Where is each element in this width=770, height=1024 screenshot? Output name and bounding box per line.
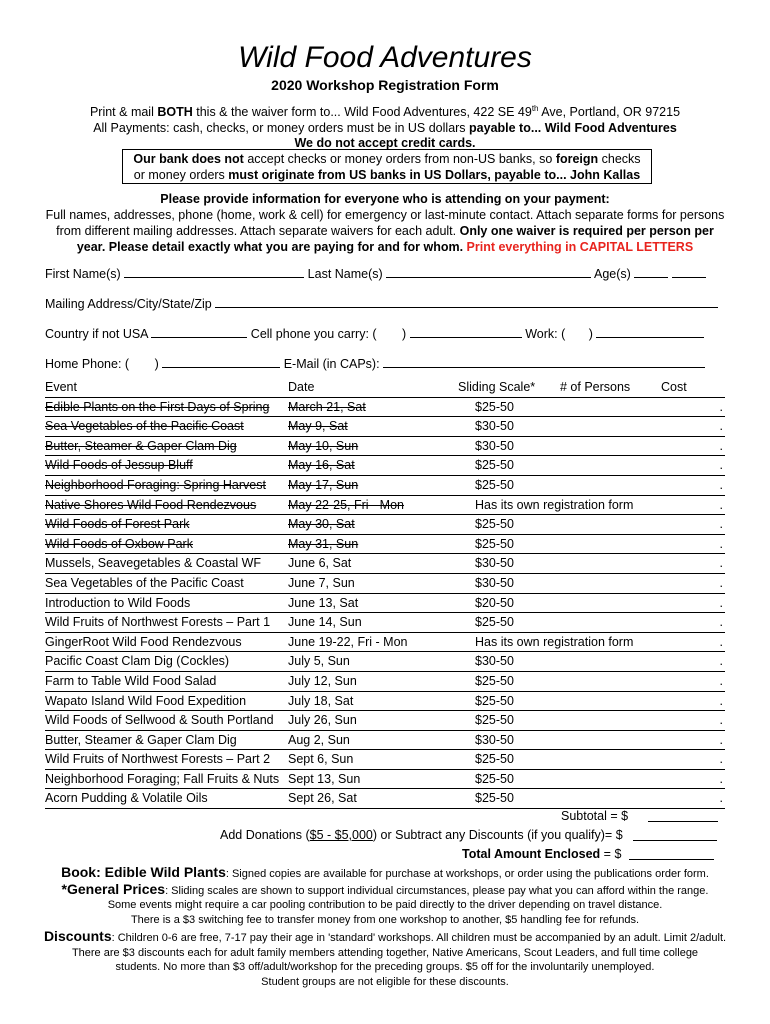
subtotal-field[interactable]: [648, 810, 718, 822]
ages-label: Age(s): [593, 267, 631, 281]
attendee-instructions: [0, 191, 770, 255]
event-price: $30-50: [475, 438, 514, 453]
event-date: May 22-25, Fri - Mon: [288, 497, 405, 512]
intro-bold: payable to... Wild Food Adventures: [469, 120, 677, 135]
instr-heading: Please provide information for everyone who is attending on your payment:: [160, 192, 610, 206]
row-end-dot: .: [719, 752, 723, 767]
prices-heading: *General Prices: [61, 880, 166, 897]
event-date: June 13, Sat: [288, 595, 359, 610]
table-row[interactable]: [45, 672, 725, 692]
total-eq: = $: [600, 847, 622, 861]
row-end-dot: .: [719, 575, 723, 590]
event-date: July 12, Sun: [288, 673, 357, 688]
event-price: $25-50: [475, 517, 514, 532]
country-field[interactable]: [151, 326, 247, 338]
age-field-1[interactable]: [634, 266, 668, 278]
row-end-dot: .: [719, 693, 723, 708]
event-name: Mussels, Seavegetables & Coastal WF: [45, 556, 262, 571]
row-end-dot: .: [719, 615, 723, 630]
event-price: $20-50: [475, 595, 514, 610]
form-title: Wild Food Adventures: [238, 41, 532, 74]
event-date: Sept 13, Sun: [288, 771, 361, 786]
cell-phone-field[interactable]: [410, 326, 522, 338]
event-name: GingerRoot Wild Food Rendezvous: [45, 634, 242, 649]
address-row: [45, 296, 725, 312]
event-date: May 30, Sat: [288, 517, 355, 532]
donations-field[interactable]: [633, 829, 717, 841]
country-phone-row: [45, 326, 725, 342]
table-row[interactable]: [45, 515, 725, 535]
row-end-dot: .: [719, 477, 723, 492]
event-date: Sept 6, Sun: [288, 752, 354, 767]
event-name: Native Shores Wild Food Rendezvous: [45, 497, 257, 512]
form-subtitle: 2020 Workshop Registration Form: [271, 77, 499, 93]
first-name-field[interactable]: [124, 266, 304, 278]
event-price: $25-50: [475, 458, 514, 473]
event-price: $25-50: [475, 673, 514, 688]
table-row[interactable]: [45, 476, 725, 496]
event-price: $25-50: [475, 771, 514, 786]
table-row[interactable]: [45, 731, 725, 751]
table-row[interactable]: [45, 417, 725, 437]
row-end-dot: .: [719, 419, 723, 434]
intro-text: All Payments: cash, checks, or money orders must be in US dollars: [93, 120, 470, 135]
event-price: $30-50: [475, 732, 514, 747]
discounts-note-2: There are $3 discounts each for adult family members attending together, Native Americans, Scout Leaders, and full time college: [71, 946, 699, 959]
table-row[interactable]: [45, 789, 725, 809]
event-date: June 14, Sun: [288, 615, 362, 630]
row-end-dot: .: [719, 732, 723, 747]
bank-bold: must originate from US banks in US Dollars: [228, 168, 488, 182]
instr-bold: Only one waiver is required per person per: [459, 224, 714, 238]
event-name: Butter, Steamer & Gaper Clam Dig: [45, 732, 237, 747]
event-price: $25-50: [475, 791, 514, 806]
row-end-dot: .: [719, 556, 723, 571]
fee-note: There is a $3 switching fee to transfer money from one workshop to another, $5 handling fee for refunds.: [130, 913, 640, 926]
intro-text: Ave, Portland, OR 97215: [538, 105, 681, 120]
table-row[interactable]: [45, 554, 725, 574]
table-row[interactable]: [45, 594, 725, 614]
table-body: [45, 398, 725, 809]
table-row[interactable]: [45, 711, 725, 731]
prices-note: : Sliding scales are shown to support individual circumstances, please pay what you can afford within the range.: [165, 884, 709, 897]
foreign-payment-notice: [122, 149, 652, 184]
table-row[interactable]: [45, 535, 725, 555]
intro-bold: BOTH: [157, 105, 193, 120]
work-label: Work: (: [525, 327, 566, 341]
paren: ): [154, 357, 159, 371]
event-name: Wild Fruits of Northwest Forests – Part 2: [45, 752, 271, 767]
event-date: May 9, Sat: [288, 419, 348, 434]
discounts-heading: Discounts: [43, 928, 112, 944]
event-name: Acorn Pudding & Volatile Oils: [45, 791, 208, 806]
subtotal-label: Subtotal = $: [561, 809, 629, 823]
event-price: Has its own registration form: [475, 497, 634, 512]
last-name-field[interactable]: [386, 266, 591, 278]
event-name: Wild Foods of Sellwood & South Portland: [45, 713, 274, 728]
workshop-table: [45, 378, 725, 809]
event-price: $25-50: [475, 615, 514, 630]
bank-text: checks: [598, 152, 641, 166]
bank-text: accept checks or money orders from non-US banks, so: [243, 152, 556, 166]
mailing-instructions: [0, 101, 770, 152]
event-name: Wild Fruits of Northwest Forests – Part 1: [45, 615, 271, 630]
book-note: : Signed copies are available for purchase at workshops, or order using the publications order form.: [225, 868, 709, 880]
row-end-dot: .: [719, 497, 723, 512]
event-price: $25-50: [475, 693, 514, 708]
event-date: July 5, Sun: [288, 654, 350, 669]
table-row[interactable]: [45, 750, 725, 770]
event-price: $30-50: [475, 419, 514, 434]
mailing-label: Mailing Address/City/State/Zip: [45, 297, 212, 311]
row-end-dot: .: [719, 634, 723, 649]
row-end-dot: .: [719, 771, 723, 786]
event-price: $25-50: [475, 752, 514, 767]
event-price: $30-50: [475, 575, 514, 590]
bank-line-1: [123, 151, 651, 167]
event-date: May 17, Sun: [288, 477, 359, 492]
table-row[interactable]: [45, 770, 725, 790]
table-row[interactable]: [45, 652, 725, 672]
event-date: May 31, Sun: [288, 536, 359, 551]
event-name: Wild Foods of Jessup Bluff: [45, 458, 193, 473]
home-phone-field[interactable]: [162, 356, 280, 368]
table-row[interactable]: [45, 692, 725, 712]
age-field-2[interactable]: [672, 266, 706, 278]
email-label: E-Mail (in CAPs):: [283, 357, 380, 371]
row-end-dot: .: [719, 517, 723, 532]
instr-line: Full names, addresses, phone (home, work & cell) for emergency or last-minute contact. Attach separate forms for persons: [45, 208, 725, 222]
event-name: Neighborhood Foraging; Fall Fruits & Nuts: [45, 771, 280, 786]
bank-bold: foreign: [555, 152, 599, 166]
no-credit-cards: We do not accept credit cards.: [294, 136, 476, 151]
event-price: $30-50: [475, 556, 514, 571]
event-date: June 19-22, Fri - Mon: [288, 634, 408, 649]
event-name: Farm to Table Wild Food Salad: [45, 673, 217, 688]
event-date: July 26, Sun: [288, 713, 357, 728]
event-price: $25-50: [475, 713, 514, 728]
bank-bold: , payable to... John Kallas: [487, 168, 641, 182]
donations-range: $5 - $5,000: [309, 828, 373, 842]
event-name: Sea Vegetables of the Pacific Coast: [45, 575, 244, 590]
table-row[interactable]: [45, 574, 725, 594]
discounts-note-3: students. No more than $3 off/adult/workshop for the preceding groups. $5 off for the involuntarily unemployed.: [115, 961, 655, 973]
event-price: $25-50: [475, 477, 514, 492]
table-row[interactable]: [45, 456, 725, 476]
row-end-dot: .: [719, 438, 723, 453]
event-date: May 10, Sun: [288, 438, 359, 453]
home-email-row: [45, 356, 725, 372]
instr-bold: year. Please detail exactly what you are paying for and for whom.: [76, 240, 467, 254]
intro-sup: th: [531, 104, 539, 113]
row-end-dot: .: [719, 536, 723, 551]
intro-text: this & the waiver form to... Wild Food Adventures, 422 SE 49: [192, 105, 532, 120]
donations-label: ) or Subtract any Discounts (if you qualify)= $: [372, 828, 623, 842]
fine-print: [0, 865, 770, 989]
intro-text: Print & mail: [89, 105, 158, 120]
table-row[interactable]: [45, 613, 725, 633]
bank-text: or money orders: [133, 168, 229, 182]
event-name: Wild Foods of Forest Park: [45, 517, 190, 532]
cell-label: Cell phone you carry: (: [250, 327, 377, 341]
home-phone-label: Home Phone: (: [45, 357, 130, 371]
header-event: Event: [45, 380, 77, 394]
row-end-dot: .: [719, 713, 723, 728]
intro-line-1: [0, 101, 770, 121]
first-name-label: First Name(s): [45, 267, 121, 281]
donations-label: Add Donations (: [220, 828, 310, 842]
work-phone-field[interactable]: [596, 326, 704, 338]
row-end-dot: .: [719, 654, 723, 669]
header-cost: Cost: [661, 380, 687, 394]
row-end-dot: .: [719, 595, 723, 610]
event-name: Butter, Steamer & Gaper Clam Dig: [45, 438, 237, 453]
event-date: May 16, Sat: [288, 458, 355, 473]
carpool-note: Some events might require a car pooling contribution to be paid directly to the driver depending on travel distance.: [107, 899, 663, 911]
event-date: Sept 26, Sat: [288, 791, 357, 806]
row-end-dot: .: [719, 673, 723, 688]
event-name: Wild Foods of Oxbow Park: [45, 536, 193, 551]
mailing-address-field[interactable]: [215, 296, 718, 308]
discounts-note: : Children 0-6 are free, 7-17 pay their age in 'standard' workshops. All children must be accompanied by an adult. Limit 2/adult.: [111, 932, 727, 944]
row-end-dot: .: [719, 791, 723, 806]
event-name: Neighborhood Foraging: Spring Harvest: [45, 477, 266, 492]
name-row: [45, 266, 725, 282]
header-persons: # of Persons: [560, 380, 631, 394]
event-name: Introduction to Wild Foods: [45, 595, 191, 610]
event-price: $30-50: [475, 654, 514, 669]
table-row[interactable]: [45, 496, 725, 516]
country-label: Country if not USA: [45, 327, 148, 341]
paren: ): [588, 327, 593, 341]
book-heading: Book: Edible Wild Plants: [61, 864, 226, 880]
table-row[interactable]: [45, 437, 725, 457]
event-name: Wapato Island Wild Food Expedition: [45, 693, 247, 708]
discounts-note-4: Student groups are not eligible for these discounts.: [261, 975, 509, 988]
total-field[interactable]: [629, 848, 714, 860]
table-row[interactable]: [45, 398, 725, 418]
event-price: $25-50: [475, 536, 514, 551]
event-date: July 18, Sat: [288, 693, 354, 708]
total-label: Total Amount Enclosed: [462, 847, 601, 861]
event-name: Sea Vegetables of the Pacific Coast: [45, 419, 244, 434]
intro-line-2: [0, 121, 770, 137]
event-date: June 6, Sat: [288, 556, 352, 571]
event-date: Aug 2, Sun: [288, 732, 350, 747]
capital-letters-note: Print everything in CAPITAL LETTERS: [466, 240, 694, 254]
event-name: Edible Plants on the First Days of Spring: [45, 399, 270, 414]
instr-line: from different mailing addresses. Attach separate waivers for each adult.: [56, 224, 460, 238]
event-price: $25-50: [475, 399, 514, 414]
event-date: June 7, Sun: [288, 575, 355, 590]
table-row[interactable]: [45, 633, 725, 653]
header-date: Date: [288, 380, 315, 394]
email-field[interactable]: [383, 356, 705, 368]
bank-bold: Our bank does not: [133, 152, 244, 166]
bank-line-2: [123, 167, 651, 183]
row-end-dot: .: [719, 458, 723, 473]
event-name: Pacific Coast Clam Dig (Cockles): [45, 654, 230, 669]
row-end-dot: .: [719, 399, 723, 414]
table-header: [45, 378, 725, 398]
event-price: Has its own registration form: [475, 634, 634, 649]
paren: ): [402, 327, 407, 341]
last-name-label: Last Name(s): [307, 267, 383, 281]
header-scale: Sliding Scale*: [458, 380, 536, 394]
event-date: March 21, Sat: [288, 399, 366, 414]
